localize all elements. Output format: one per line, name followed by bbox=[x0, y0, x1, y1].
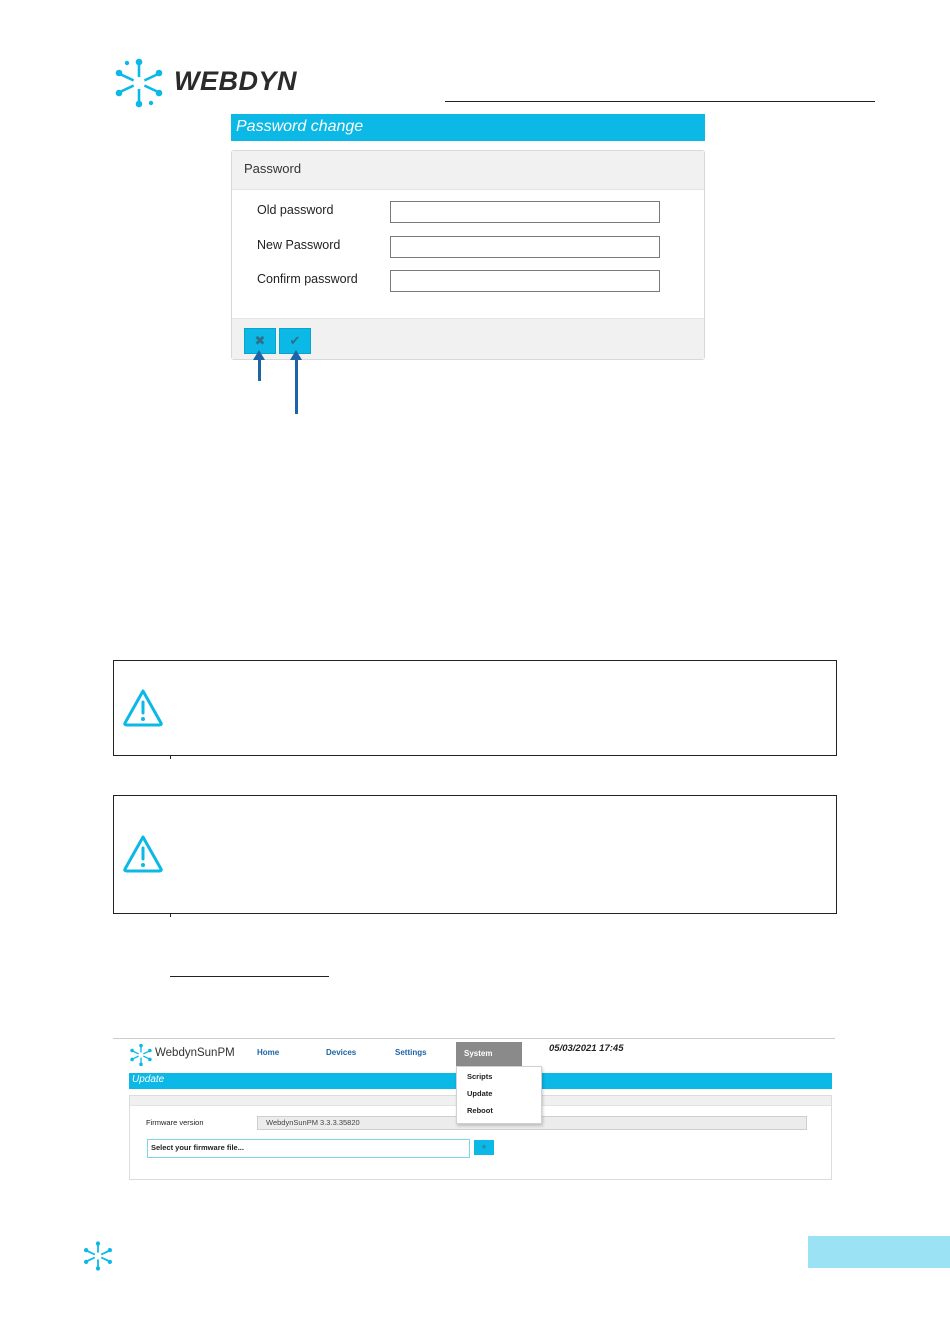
confirm-password-label: Confirm password bbox=[257, 272, 358, 286]
box-corner-mark bbox=[170, 755, 171, 759]
section-link-underline bbox=[170, 976, 329, 977]
page-number-tab bbox=[808, 1236, 950, 1268]
new-password-input[interactable] bbox=[390, 236, 660, 258]
nav-devices[interactable]: Devices bbox=[326, 1048, 357, 1057]
header-divider bbox=[445, 101, 875, 102]
plus-icon: + bbox=[481, 1142, 487, 1152]
firmware-version-label: Firmware version bbox=[146, 1118, 204, 1127]
password-change-title-bar bbox=[231, 114, 705, 141]
close-icon: ✖ bbox=[254, 333, 266, 348]
webdyn-logo-icon bbox=[129, 1043, 153, 1067]
nav-system-label: System bbox=[464, 1049, 493, 1058]
firmware-file-input[interactable]: Select your firmware file... bbox=[147, 1139, 470, 1158]
nav-settings[interactable]: Settings bbox=[395, 1048, 427, 1057]
password-section-header bbox=[232, 151, 704, 190]
confirm-password-input[interactable] bbox=[390, 270, 660, 292]
warning-box bbox=[113, 795, 837, 914]
page-title: Password change bbox=[236, 118, 364, 135]
nav-home[interactable]: Home bbox=[257, 1048, 280, 1057]
brand-name: WEBDYN bbox=[174, 66, 297, 96]
browse-file-button[interactable] bbox=[474, 1140, 494, 1155]
app-brand: WebdynSunPM bbox=[155, 1047, 235, 1059]
section-title: Password bbox=[244, 161, 302, 176]
update-title: Update bbox=[132, 1074, 165, 1085]
warning-icon bbox=[122, 688, 164, 728]
menu-item-reboot[interactable]: Reboot bbox=[467, 1106, 493, 1115]
datetime: 05/03/2021 17:45 bbox=[549, 1043, 624, 1054]
new-password-label: New Password bbox=[257, 238, 341, 252]
menu-item-update[interactable]: Update bbox=[467, 1089, 493, 1098]
webdyn-logo-icon bbox=[112, 56, 166, 110]
confirm-arrow-shaft bbox=[295, 359, 298, 414]
firmware-version-value: WebdynSunPM 3.3.3.35820 bbox=[257, 1116, 807, 1130]
password-card bbox=[231, 150, 705, 360]
nav-system[interactable] bbox=[456, 1042, 522, 1066]
footer-logo-icon bbox=[82, 1240, 114, 1272]
system-dropdown-menu bbox=[456, 1066, 542, 1124]
checkmark-icon: ✔ bbox=[289, 333, 301, 348]
password-card-footer bbox=[232, 318, 704, 359]
menu-item-scripts[interactable]: Scripts bbox=[467, 1072, 493, 1081]
warning-box bbox=[113, 660, 837, 756]
box-corner-mark bbox=[170, 913, 171, 917]
old-password-input[interactable] bbox=[390, 201, 660, 223]
warning-icon bbox=[122, 834, 164, 874]
update-screenshot bbox=[113, 1038, 835, 1187]
cancel-arrow-shaft bbox=[258, 359, 261, 381]
old-password-label: Old password bbox=[257, 203, 334, 217]
